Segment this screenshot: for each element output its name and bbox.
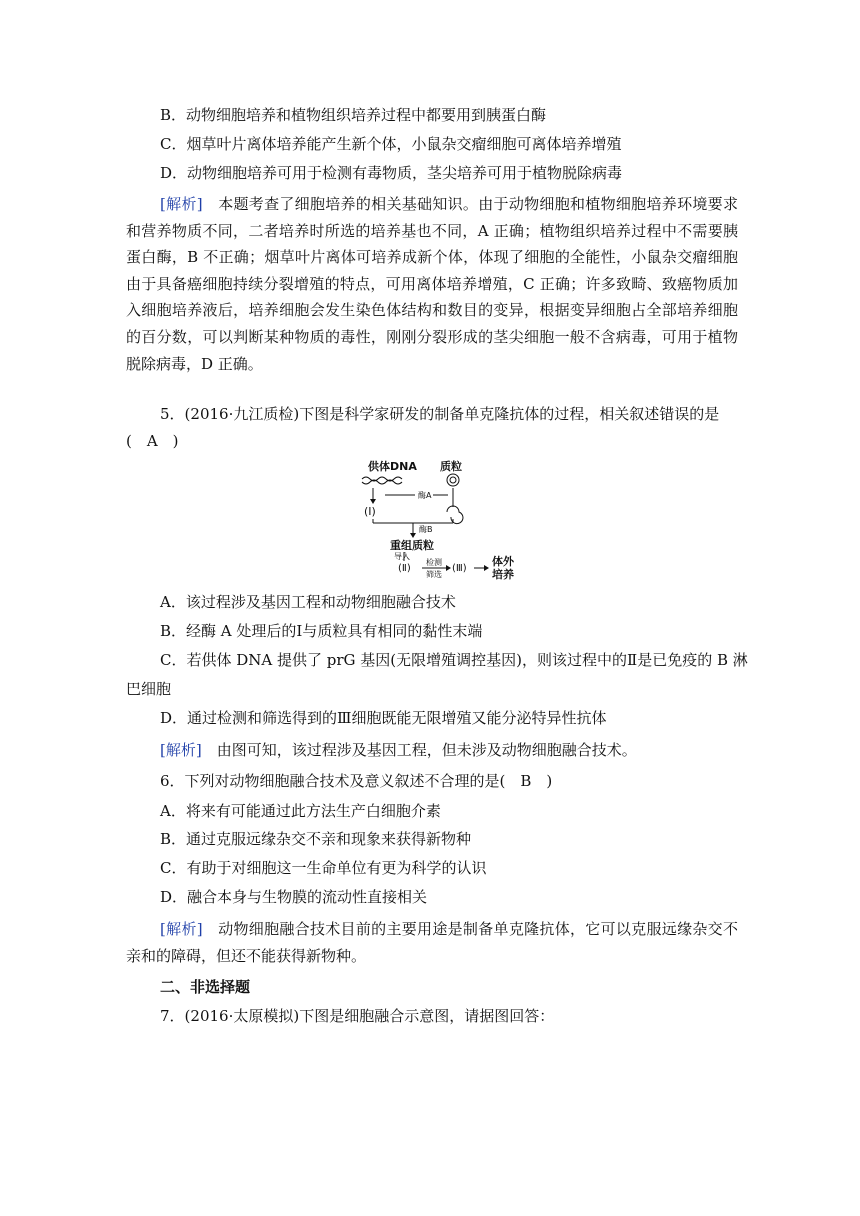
analysis-text: 本题考查了细胞培养的相关基础知识。由于动物细胞和植物细胞培养环境要求和营养物质不同，二者培养时所选的培养基也不同，A 正确；植物组织培养过程中不需要胰蛋白酶，B 不正确；烟草叶片离体可培养成新个体，体现了细胞的全能性，小鼠杂交瘤细胞由于具备癌细胞持续分裂增殖的特点，可用离体培养增殖，C 正确；许多致畸、致癌物质加入细胞培养液后，培养细胞会发生染色体结构和数目的变异，根据变异细胞占全部培养细胞的百分数，可以判断某种物质的毒性，刚刚分裂形成的茎尖细胞一般不含病毒，可用于植物脱除病毒，D 正确。 (126, 195, 738, 373)
label-donor-dna: 供体DNA (368, 460, 417, 473)
option-5c-line1: C．若供体 DNA 提供了 prG 基因(无限增殖调控基因)，则该过程中的Ⅱ是已免疫的 B 淋 (160, 651, 748, 669)
label-enzyme-a: 酶A (418, 491, 432, 500)
question-5-answer: ( A ) (126, 432, 179, 450)
analysis-tag: [解析] (160, 741, 202, 759)
analysis-tag: [解析] (160, 920, 203, 938)
option-6d: D．融合本身与生物膜的流动性直接相关 (160, 888, 428, 906)
label-detect: 检测 (426, 558, 442, 567)
option-5b: B．经酶 A 处理后的Ⅰ与质粒具有相同的黏性末端 (160, 622, 483, 640)
label-recombinant-plasmid: 重组质粒 (390, 539, 434, 552)
label-in-vitro: 体外 (492, 555, 514, 568)
label-culture: 培养 (492, 568, 514, 580)
analysis-q6 (126, 916, 738, 969)
plasmid-icon (447, 474, 459, 486)
option-5a: A．该过程涉及基因工程和动物细胞融合技术 (160, 593, 456, 611)
label-import: 导入 (394, 552, 410, 561)
label-plasmid: 质粒 (440, 460, 462, 473)
donor-dna-wave-icon (362, 477, 402, 484)
label-enzyme-b: 酶B (419, 525, 433, 534)
question-7-stem: 7．(2016·太原模拟)下图是细胞融合示意图，请据图回答： (160, 1007, 555, 1025)
question-6-stem: 6．下列对动物细胞融合技术及意义叙述不合理的是( B ) (160, 772, 553, 790)
option-6b: B．通过克服远缘杂交不亲和现象来获得新物种 (160, 830, 472, 848)
option-4b: B．动物细胞培养和植物组织培养过程中都要用到胰蛋白酶 (160, 106, 547, 124)
label-screen: 筛选 (426, 570, 442, 579)
analysis-q5 (160, 740, 637, 760)
option-6c: C．有助于对细胞这一生命单位有更为科学的认识 (160, 859, 487, 877)
analysis-q4 (126, 191, 738, 377)
option-4d: D．动物细胞培养可用于检测有毒物质，茎尖培养可用于植物脱除病毒 (160, 164, 623, 182)
option-5d: D．通过检测和筛选得到的Ⅲ细胞既能无限增殖又能分泌特异性抗体 (160, 709, 607, 727)
label-stage-1: (Ⅰ) (364, 505, 376, 518)
question-5-stem: 5．(2016·九江质检)下图是科学家研发的制备单克隆抗体的过程，相关叙述错误的是 (160, 405, 720, 423)
option-4c: C．烟草叶片离体培养能产生新个体，小鼠杂交瘤细胞可离体培养增殖 (160, 135, 622, 153)
section-title: 二、非选择题 (160, 978, 251, 996)
label-stage-3: (Ⅲ) (452, 563, 467, 574)
monoclonal-antibody-diagram (340, 455, 530, 580)
analysis-tag: [解析] (160, 195, 203, 213)
analysis-text: 由图可知，该过程涉及基因工程，但未涉及动物细胞融合技术。 (216, 741, 637, 759)
analysis-text: 动物细胞融合技术目前的主要用途是制备单克隆抗体，它可以克服远缘杂交不亲和的障碍，但还不能获得新物种。 (126, 920, 738, 965)
cut-plasmid-icon (447, 506, 463, 524)
option-6a: A．将来有可能通过此方法生产白细胞介素 (160, 802, 441, 820)
label-stage-2: (Ⅱ) (398, 563, 411, 574)
option-5c-line2: 巴细胞 (126, 680, 172, 698)
